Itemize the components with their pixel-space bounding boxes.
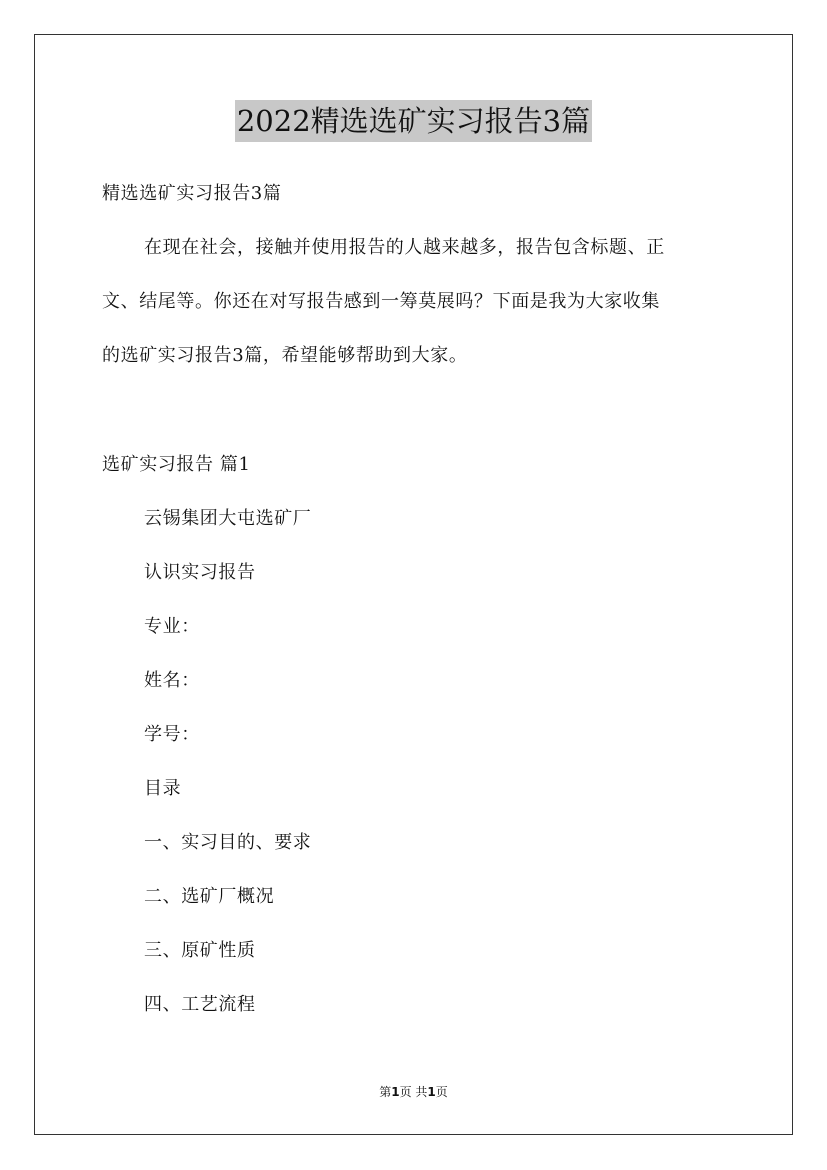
document-title: 2022精选选矿实习报告3篇 — [235, 100, 592, 142]
section-line-1: 云锡集团大屯选矿厂 — [144, 508, 312, 529]
intro-line-2: 文、结尾等。你还在对写报告感到一筹莫展吗？下面是我为大家收集 — [102, 291, 660, 312]
title-wrap — [0, 100, 827, 142]
section-line-8: 二、选矿厂概况 — [144, 886, 275, 907]
footer-prefix: 第 — [379, 1085, 392, 1099]
section-line-6: 目录 — [144, 778, 182, 799]
section-line-2: 认识实习报告 — [144, 562, 256, 583]
footer-suffix: 页 — [435, 1085, 448, 1099]
footer-middle: 页 共 — [399, 1085, 428, 1099]
intro-line-3: 的选矿实习报告3篇，希望能够帮助到大家。 — [102, 345, 468, 366]
footer-total-pages: 1 — [427, 1085, 436, 1099]
section-line-7: 一、实习目的、要求 — [144, 832, 312, 853]
section-heading: 选矿实习报告 篇1 — [102, 454, 251, 475]
section-line-4: 姓名： — [144, 670, 200, 691]
section-line-3: 专业： — [144, 616, 200, 637]
footer-page-number: 1 — [391, 1085, 400, 1099]
document-subtitle: 精选选矿实习报告3篇 — [102, 183, 282, 204]
section-line-5: 学号： — [144, 724, 200, 745]
section-line-9: 三、原矿性质 — [144, 940, 256, 961]
page-footer — [0, 1083, 827, 1100]
section-line-10: 四、工艺流程 — [144, 994, 256, 1015]
intro-line-1: 在现在社会，接触并使用报告的人越来越多，报告包含标题、正 — [144, 237, 665, 258]
